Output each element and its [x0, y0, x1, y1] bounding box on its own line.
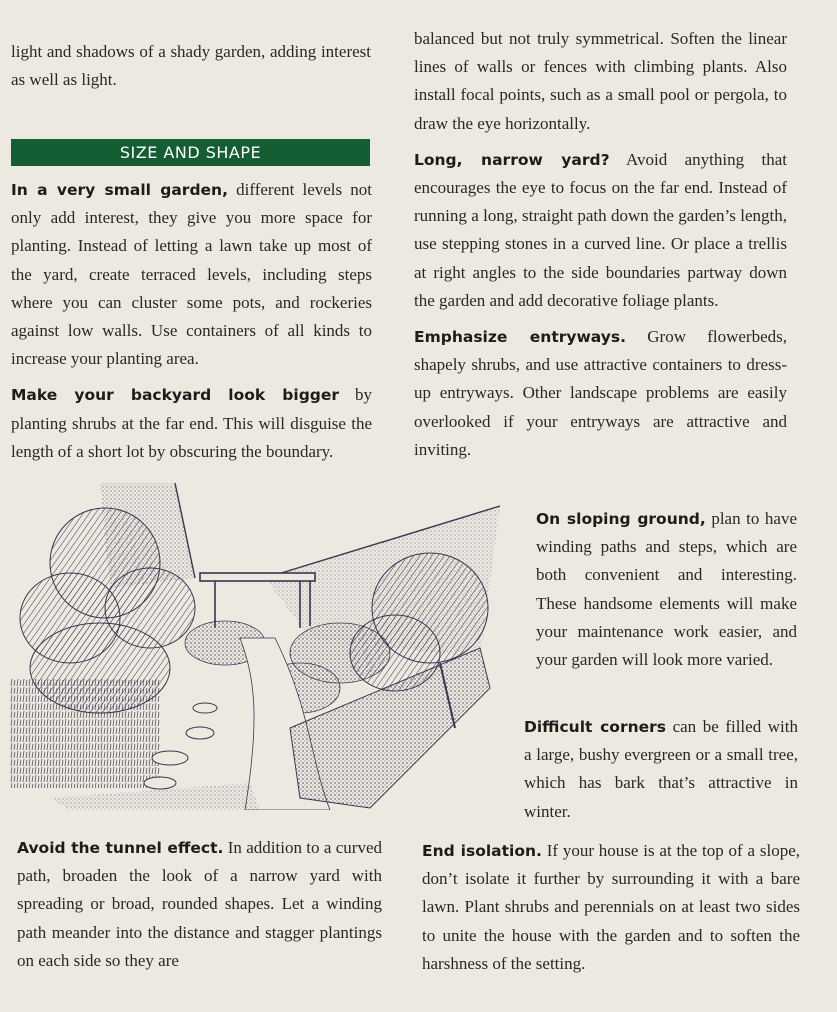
lead-in: Avoid the tunnel effect.: [17, 839, 224, 857]
paragraph-backyard-bigger: [11, 381, 372, 466]
lead-in: On sloping ground,: [536, 510, 706, 528]
paragraph-corners: [478, 713, 798, 826]
lead-in: Emphasize entryways.: [414, 328, 627, 347]
body-text: different levels not only add interest, they give you more space for planting. Instead of letting a lawn take up most of the yard, create terraced levels, including steps where you can cluster some pots, and rockeries against low walls. Use containers of all kinds to increase your planting area.: [11, 180, 373, 369]
paragraph-narrow-yard: [414, 146, 787, 315]
lead-in: Long, narrow yard?: [414, 150, 610, 169]
paragraph-tunnel-effect: [17, 834, 382, 975]
lead-in: In a very small garden,: [11, 181, 228, 199]
continued-text: balanced but not truly symmetrical. Soften the linear lines of walls or fences with climbing plants. Also install focal points, such as a small pool or pergola, to draw the eye horizontally.: [414, 29, 787, 133]
continued-text: light and shadows of a shady garden, adding interest as well as light.: [11, 42, 371, 90]
body-text: If your house is at the top of a slope, don’t isolate it further by surrounding it with a bare lawn. Plant shrubs and perennials on at least two sides to unite the house with the garden and to soften the harshness of the setting.: [422, 841, 800, 973]
right-column-top: [414, 25, 787, 464]
body-text: can be filled with a large, bushy evergreen or a small tree, which has bark that’s attractive in winter.: [524, 717, 798, 821]
wrap-paragraph-sloping: [536, 505, 797, 674]
section-header: SIZE AND SHAPE: [11, 139, 370, 166]
wrap-column: [512, 466, 797, 474]
paragraph-entryways: [414, 323, 787, 464]
paragraph-end-isolation: [422, 837, 800, 978]
bottom-left-column: [17, 834, 382, 975]
left-grasses: [10, 678, 160, 788]
body-text: In addition to a curved path, broaden the look of a narrow yard with spreading or broad, rounded shapes. Let a winding path meander into the distance and stagger plantings on each side so they are: [17, 838, 382, 970]
paragraph-small-garden: [11, 176, 372, 373]
body-text: Avoid anything that encourages the eye to focus on the far end. Instead of running a long, straight path down the garden’s length, use stepping stones in a curved line. Or place a trellis at right angles to the side boundaries partway down the garden and add decorative foliage plants.: [414, 149, 787, 310]
left-column-top: [11, 38, 371, 94]
left-column-main: [11, 176, 372, 466]
lead-in: End isolation.: [422, 842, 542, 860]
garden-illustration: [10, 478, 510, 810]
body-text: Grow flowerbeds, shapely shrubs, and use attractive containers to dress-up entryways. Other landscape problems are easily overlooked if your entryways are attractive and inviting.: [414, 327, 787, 459]
lead-in: Make your backyard look bigger: [11, 386, 340, 405]
lead-in: Difficult corners: [524, 718, 667, 736]
body-text: by planting shrubs at the far end. This will disguise the length of a short lot by obscuring the boundary.: [11, 385, 372, 461]
bottom-right-column: [422, 837, 800, 978]
wrap-paragraph-corners: [478, 713, 798, 826]
body-text: plan to have winding paths and steps, which are both convenient and interesting. These handsome elements will make your maintenance work easier, and your garden will look more varied.: [536, 509, 797, 670]
paragraph-sloping: [536, 505, 797, 674]
